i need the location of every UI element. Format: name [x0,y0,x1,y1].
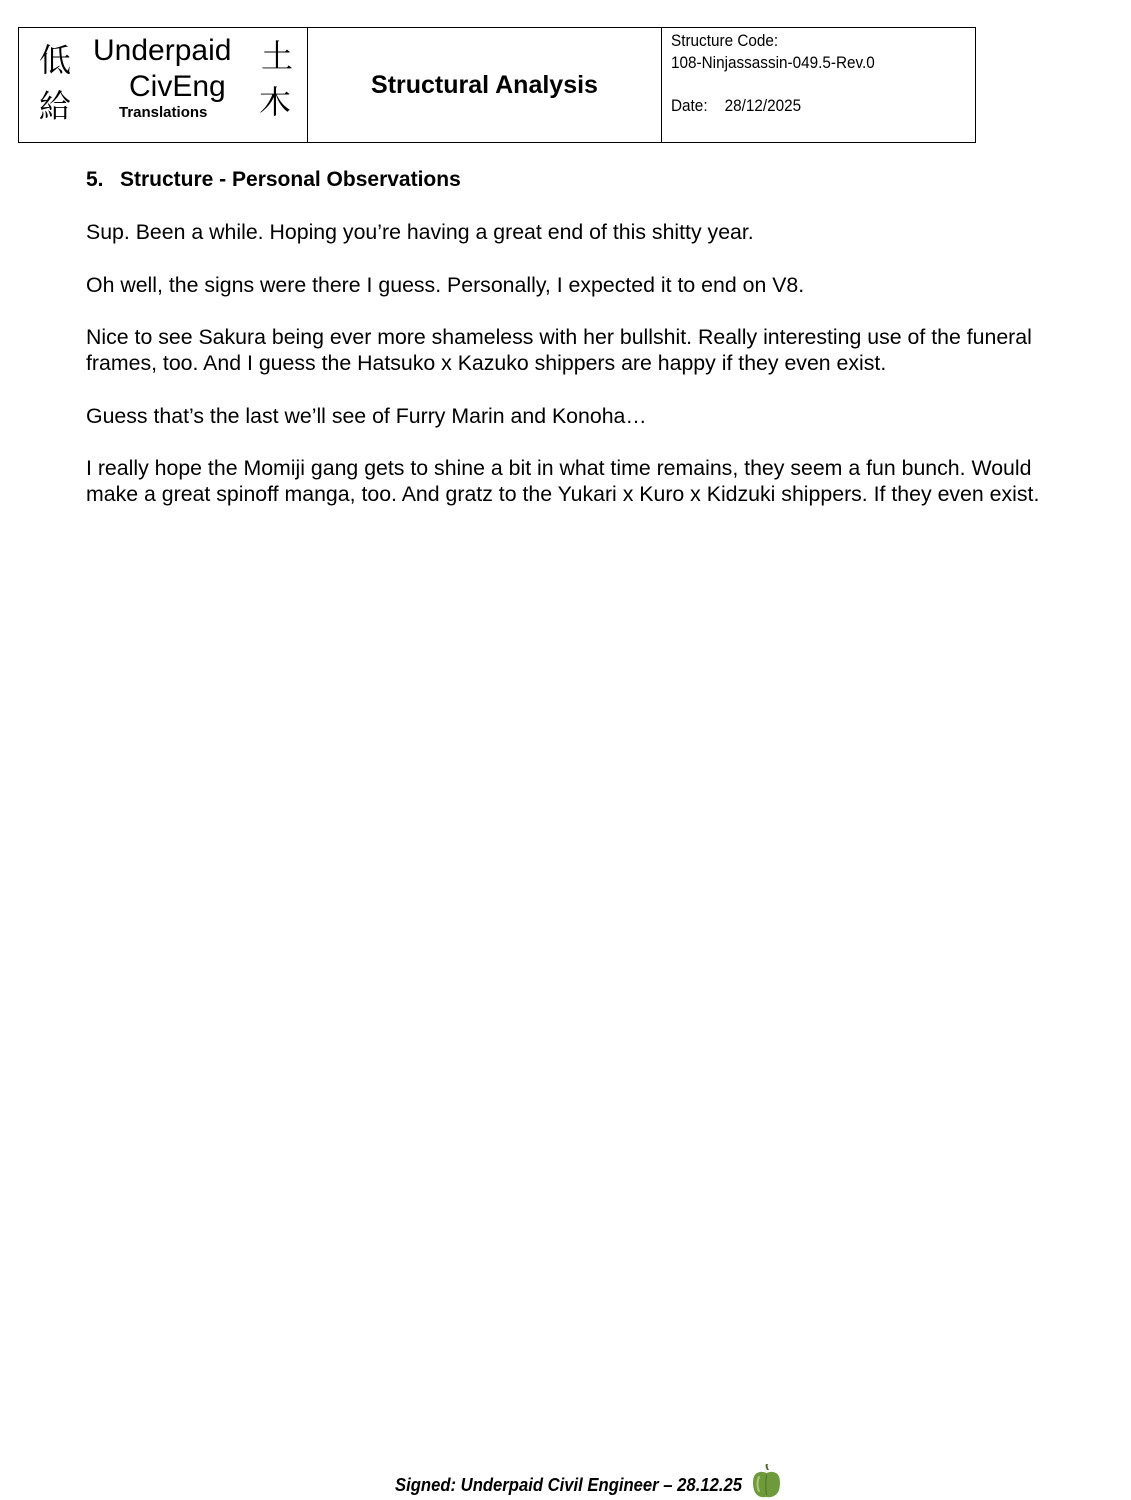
meta-cell [662,28,975,142]
green-bell-pepper-icon [751,1463,782,1499]
structure-code-value: 108-Ninjassassin-049.5-Rev.0 [671,53,875,72]
section-number: 5. [86,168,104,191]
logo-kanji-pay: 給 [39,87,72,125]
document-title: Structural Analysis [371,70,598,99]
logo-kanji-earth: 土 [261,37,294,75]
pepper-stem [766,1464,769,1470]
paragraph-5: I really hope the Momiji gang gets to shine a bit in what time remains, they seem a fun bunch. Would make a great spinoff manga, too. And gratz to the Yukari x Kuro x Kidzuki shippers. If they even exist. [86,456,1040,506]
date-label: Date: [671,96,708,115]
logo-text-civeng: CivEng [129,70,226,103]
paragraph-2: Oh well, the signs were there I guess. Personally, I expected it to end on V8. [86,273,805,297]
paragraph-3: Nice to see Sakura being ever more shameless with her bullshit. Really interesting use of the funeral frames, too. And I guess the Hatsuko x Kazuko shippers are happy if they even exist. [86,325,1032,375]
logo-cell [19,28,308,142]
logo-kanji-low: 低 [39,41,72,79]
logo-kanji-wood: 木 [259,83,292,121]
document-header [18,27,976,143]
title-cell [308,28,662,142]
structure-code-label: Structure Code: [671,31,779,50]
paragraph-4: Guess that’s the last we’ll see of Furry Marin and Konoha… [86,404,647,428]
paragraph-1: Sup. Been a while. Hoping you’re having a great end of this shitty year. [86,220,754,244]
section-heading [86,167,461,192]
signature-line: Signed: Underpaid Civil Engineer – 28.12.25 [395,1474,742,1495]
logo-text-underpaid: Underpaid [93,34,232,67]
date-value: 28/12/2025 [724,96,802,115]
logo-text-translations: Translations [119,104,208,121]
section-title: Structure - Personal Observations [120,168,461,191]
date-row [671,95,801,116]
